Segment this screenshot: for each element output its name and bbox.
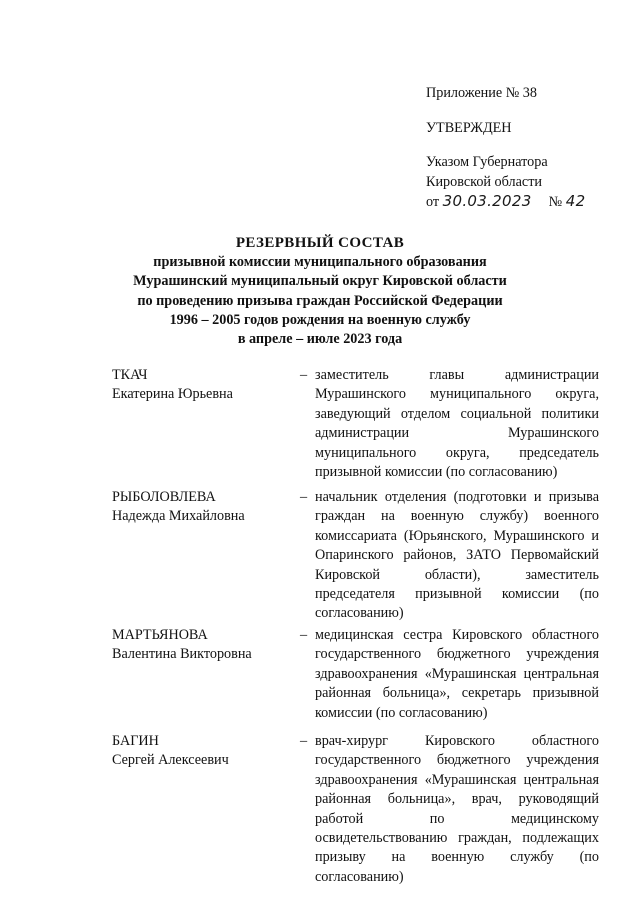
member-role: медицинская сестра Кировского областного государственного бюджетного учреждения здравоохранения «Мурашинская центральная районная больница», секретарь призывной комиссии (по согласованию): [315, 627, 599, 721]
title-line-1: призывной комиссии муниципального образования: [153, 254, 487, 271]
document-title: [0, 234, 640, 349]
member-surname: БАГИН: [112, 733, 159, 749]
member-dash: –: [300, 367, 308, 383]
member-dash: –: [300, 733, 308, 749]
approval-block: [426, 84, 631, 213]
handwritten-number: 42: [565, 192, 586, 210]
member-given-names: Сергей Алексеевич: [112, 752, 229, 769]
member-role: врач-хирург Кировского областного государственного бюджетного учреждения здравоохранения «Мурашинская центральная районная больница», врач, руководящий работой по медицинскому освидетельствованию граждан, подлежащих призыву на военную службу (по согласованию): [315, 733, 599, 885]
member-surname: ТКАЧ: [112, 367, 148, 383]
member-name: [112, 366, 292, 405]
member-role: начальник отделения (подготовки и призыва граждан на военную службу) военного комиссариата (Юрьянского, Мурашинского и Опаринского районов, ЗАТО Первомайский Кировской области), заместитель председателя призывной комиссии (по согласованию): [315, 489, 599, 622]
title-line-2: Мурашинский муниципальный округ Кировской области: [133, 273, 507, 290]
handwritten-date: 30.03.2023: [442, 192, 532, 210]
decree-date-number: [426, 192, 631, 213]
member-name: [112, 732, 292, 771]
member-given-names: Валентина Викторовна: [112, 646, 252, 663]
member-dash: –: [300, 627, 308, 643]
date-prefix: от: [426, 194, 440, 210]
approved-stamp: УТВЕРЖДЕН: [426, 119, 512, 136]
title-main: РЕЗЕРВНЫЙ СОСТАВ: [235, 235, 405, 251]
title-line-4: 1996 – 2005 годов рождения на военную службу: [169, 311, 471, 328]
member-surname: РЫБОЛОВЛЕВА: [112, 489, 216, 505]
member-dash: –: [300, 489, 308, 505]
member-role: заместитель главы администрации Мурашинского муниципального округа, заведующий отделом социальной политики администрации Мурашинского муниципального округа, председатель призывной комиссии (по согласованию): [315, 367, 599, 481]
appendix-number: Приложение № 38: [426, 85, 537, 101]
title-line-3: по проведению призыва граждан Российской Федерации: [137, 292, 503, 309]
member-given-names: Надежда Михайловна: [112, 508, 245, 525]
decree-line-1: Указом Губернатора: [426, 154, 548, 170]
title-line-5: в апреле – июле 2023 года: [237, 331, 403, 348]
member-name: [112, 626, 292, 665]
member-name: [112, 488, 292, 527]
number-prefix: №: [548, 194, 563, 210]
member-surname: МАРТЬЯНОВА: [112, 627, 208, 643]
decree-line-2: Кировской области: [426, 173, 542, 190]
member-given-names: Екатерина Юрьевна: [112, 386, 233, 403]
